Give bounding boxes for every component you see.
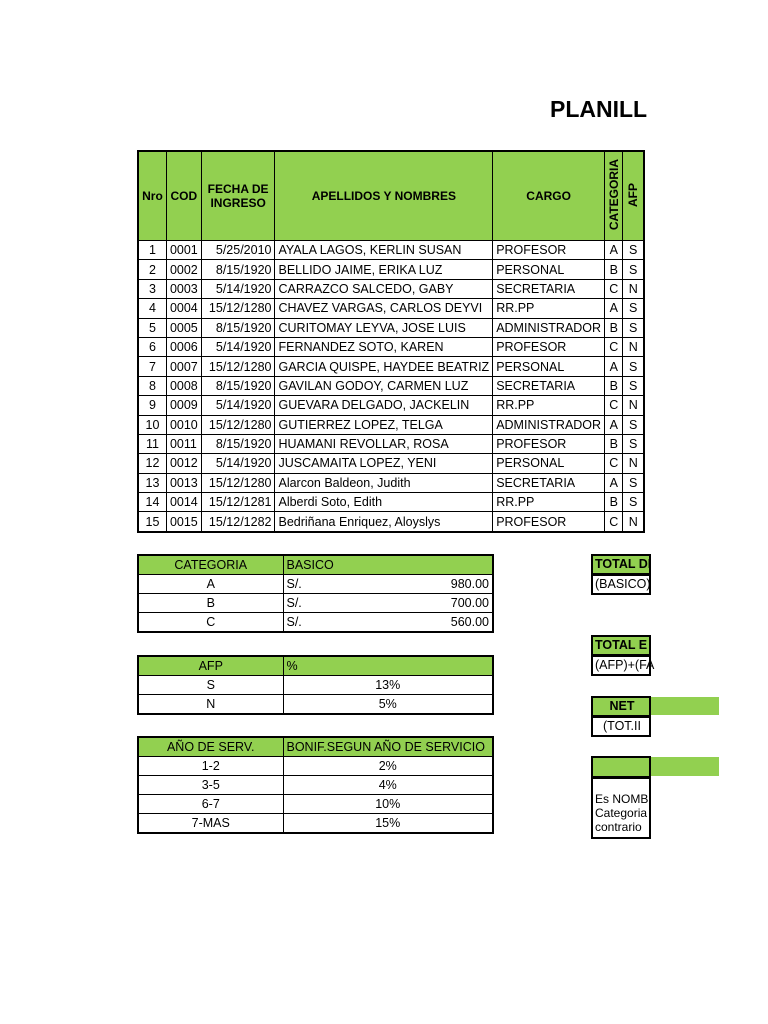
cell-cod: 0002 bbox=[166, 260, 201, 279]
cell-nro: 6 bbox=[138, 337, 166, 356]
cell-categoria: C bbox=[605, 454, 623, 473]
cell-bonif: 2% bbox=[283, 757, 493, 776]
cell-fecha: 8/15/1920 bbox=[201, 318, 275, 337]
cell-cargo: PERSONAL bbox=[493, 260, 605, 279]
cell-nro: 7 bbox=[138, 357, 166, 376]
note-box bbox=[591, 777, 651, 839]
cell-anio-serv: 7-MAS bbox=[138, 814, 283, 834]
cell-afp: S bbox=[623, 473, 644, 492]
header-fecha: FECHA DE INGRESO bbox=[201, 151, 275, 241]
cell-cod: 0001 bbox=[166, 241, 201, 260]
cell-bonif: 15% bbox=[283, 814, 493, 834]
total-e-formula: (AFP)+(FA bbox=[591, 655, 651, 676]
cell-nombre: AYALA LAGOS, KERLIN SUSAN bbox=[275, 241, 493, 260]
green-bar-net-ext bbox=[645, 697, 719, 715]
cell-fecha: 15/12/1281 bbox=[201, 493, 275, 512]
cell-categoria: B bbox=[605, 318, 623, 337]
table-row bbox=[138, 814, 493, 834]
cell-nro: 13 bbox=[138, 473, 166, 492]
cell-pct: 5% bbox=[283, 695, 493, 715]
cell-fecha: 5/14/1920 bbox=[201, 454, 275, 473]
cell-afp: S bbox=[138, 676, 283, 695]
cell-pct: 13% bbox=[283, 676, 493, 695]
cell-nombre: FERNANDEZ SOTO, KAREN bbox=[275, 337, 493, 356]
cell-cargo: PROFESOR bbox=[493, 337, 605, 356]
table-row bbox=[138, 318, 644, 337]
note-line-2: Categoria bbox=[595, 806, 648, 820]
cell-cargo: PROFESOR bbox=[493, 434, 605, 453]
table-row bbox=[138, 795, 493, 814]
table-row bbox=[138, 454, 644, 473]
basico-value: 980.00 bbox=[450, 577, 489, 591]
servicio-table bbox=[137, 736, 494, 834]
cell-categoria: A bbox=[605, 473, 623, 492]
cell-cod: 0012 bbox=[166, 454, 201, 473]
cell-nro: 1 bbox=[138, 241, 166, 260]
table-row bbox=[138, 575, 493, 594]
page-title: PLANILL bbox=[550, 96, 648, 122]
cell-fecha: 8/15/1920 bbox=[201, 260, 275, 279]
cell-categoria: C bbox=[605, 337, 623, 356]
cell-nombre: CHAVEZ VARGAS, CARLOS DEYVI bbox=[275, 299, 493, 318]
basico-header: BASICO bbox=[283, 555, 493, 575]
categoria-header: CATEGORIA bbox=[138, 555, 283, 575]
cell-nro: 9 bbox=[138, 396, 166, 415]
cell-nro: 8 bbox=[138, 376, 166, 395]
table-row bbox=[138, 776, 493, 795]
cell-cargo: RR.PP bbox=[493, 299, 605, 318]
total-e-header: TOTAL E bbox=[591, 635, 651, 656]
cell-categoria: B bbox=[605, 376, 623, 395]
cell-cargo: PROFESOR bbox=[493, 241, 605, 260]
table-row bbox=[138, 434, 644, 453]
cell-cod: 0011 bbox=[166, 434, 201, 453]
cell-nombre: Alberdi Soto, Edith bbox=[275, 493, 493, 512]
cell-cargo: RR.PP bbox=[493, 396, 605, 415]
cell-categoria: C bbox=[605, 396, 623, 415]
cell-cod: 0009 bbox=[166, 396, 201, 415]
table-row bbox=[138, 376, 644, 395]
table-row bbox=[138, 473, 644, 492]
cell-categoria: A bbox=[605, 415, 623, 434]
cell-nro: 11 bbox=[138, 434, 166, 453]
cell-cargo: SECRETARIA bbox=[493, 279, 605, 298]
cell-fecha: 15/12/1280 bbox=[201, 473, 275, 492]
cell-afp: N bbox=[623, 396, 644, 415]
cell-fecha: 15/12/1280 bbox=[201, 299, 275, 318]
cell-fecha: 5/14/1920 bbox=[201, 337, 275, 356]
cell-cod: 0008 bbox=[166, 376, 201, 395]
cell-afp: S bbox=[623, 415, 644, 434]
cell-categoria: A bbox=[138, 575, 283, 594]
table-row bbox=[138, 695, 493, 715]
table-row bbox=[138, 337, 644, 356]
cell-cod: 0007 bbox=[166, 357, 201, 376]
cell-nro: 14 bbox=[138, 493, 166, 512]
cell-fecha: 5/14/1920 bbox=[201, 396, 275, 415]
planilla-body bbox=[138, 241, 644, 532]
currency-symbol: S/. bbox=[286, 577, 302, 591]
cell-cargo: SECRETARIA bbox=[493, 376, 605, 395]
cell-fecha: 8/15/1920 bbox=[201, 434, 275, 453]
cell-nombre: CURITOMAY LEYVA, JOSE LUIS bbox=[275, 318, 493, 337]
cell-categoria: B bbox=[605, 493, 623, 512]
net-formula: (TOT.II bbox=[591, 716, 651, 737]
table-row bbox=[138, 299, 644, 318]
planilla-table bbox=[137, 150, 645, 533]
cell-basico bbox=[283, 594, 493, 613]
cell-nombre: CARRAZCO SALCEDO, GABY bbox=[275, 279, 493, 298]
cell-cod: 0013 bbox=[166, 473, 201, 492]
cell-categoria: C bbox=[605, 279, 623, 298]
cell-cargo: PROFESOR bbox=[493, 512, 605, 532]
cell-nombre: Alarcon Baldeon, Judith bbox=[275, 473, 493, 492]
cell-afp: S bbox=[623, 376, 644, 395]
basico-value: 700.00 bbox=[450, 596, 489, 610]
cell-fecha: 15/12/1282 bbox=[201, 512, 275, 532]
cell-anio-serv: 6-7 bbox=[138, 795, 283, 814]
cell-cargo: ADMINISTRADOR bbox=[493, 415, 605, 434]
cell-afp: S bbox=[623, 260, 644, 279]
cell-afp: N bbox=[623, 279, 644, 298]
cell-afp: S bbox=[623, 357, 644, 376]
categoria-table bbox=[137, 554, 494, 633]
header-categoria: CATEGORIA bbox=[605, 151, 623, 241]
cell-nombre: Bedriñana Enriquez, Aloyslys bbox=[275, 512, 493, 532]
cell-basico bbox=[283, 575, 493, 594]
cell-nombre: GUEVARA DELGADO, JACKELIN bbox=[275, 396, 493, 415]
header-apellidos-nombres: APELLIDOS Y NOMBRES bbox=[275, 151, 493, 241]
table-row bbox=[138, 241, 644, 260]
currency-symbol: S/. bbox=[286, 596, 302, 610]
table-row bbox=[138, 415, 644, 434]
cell-cod: 0015 bbox=[166, 512, 201, 532]
currency-symbol: S/. bbox=[286, 615, 302, 629]
cell-categoria: C bbox=[605, 512, 623, 532]
cell-nro: 15 bbox=[138, 512, 166, 532]
header-afp: AFP bbox=[623, 151, 644, 241]
afp-table bbox=[137, 655, 494, 715]
cell-categoria: A bbox=[605, 241, 623, 260]
green-bar-note-ext bbox=[645, 757, 719, 776]
cell-cod: 0004 bbox=[166, 299, 201, 318]
cell-cargo: ADMINISTRADOR bbox=[493, 318, 605, 337]
table-row bbox=[138, 613, 493, 633]
cell-categoria: B bbox=[138, 594, 283, 613]
cell-cod: 0006 bbox=[166, 337, 201, 356]
cell-nro: 2 bbox=[138, 260, 166, 279]
cell-afp: S bbox=[623, 299, 644, 318]
cell-nombre: GAVILAN GODOY, CARMEN LUZ bbox=[275, 376, 493, 395]
basico-value: 560.00 bbox=[450, 615, 489, 629]
cell-anio-serv: 3-5 bbox=[138, 776, 283, 795]
planilla-header-row bbox=[138, 151, 644, 241]
cell-fecha: 5/14/1920 bbox=[201, 279, 275, 298]
cell-nombre: GARCIA QUISPE, HAYDEE BEATRIZ bbox=[275, 357, 493, 376]
cell-cargo: PERSONAL bbox=[493, 454, 605, 473]
header-cargo: CARGO bbox=[493, 151, 605, 241]
cell-afp: N bbox=[623, 337, 644, 356]
cell-categoria: C bbox=[138, 613, 283, 633]
cell-nro: 12 bbox=[138, 454, 166, 473]
cell-fecha: 8/15/1920 bbox=[201, 376, 275, 395]
cell-nombre: BELLIDO JAIME, ERIKA LUZ bbox=[275, 260, 493, 279]
cell-fecha: 15/12/1280 bbox=[201, 357, 275, 376]
table-row bbox=[138, 357, 644, 376]
cell-afp: N bbox=[138, 695, 283, 715]
cell-afp: S bbox=[623, 493, 644, 512]
cell-cod: 0010 bbox=[166, 415, 201, 434]
cell-cargo: SECRETARIA bbox=[493, 473, 605, 492]
table-row bbox=[138, 594, 493, 613]
cell-nombre: JUSCAMAITA LOPEZ, YENI bbox=[275, 454, 493, 473]
afp-header: AFP bbox=[138, 656, 283, 676]
cell-cod: 0005 bbox=[166, 318, 201, 337]
cell-nombre: HUAMANI REVOLLAR, ROSA bbox=[275, 434, 493, 453]
table-row bbox=[138, 676, 493, 695]
cell-nombre: GUTIERREZ LOPEZ, TELGA bbox=[275, 415, 493, 434]
cell-categoria: B bbox=[605, 434, 623, 453]
cell-bonif: 10% bbox=[283, 795, 493, 814]
cell-basico bbox=[283, 613, 493, 633]
table-row bbox=[138, 757, 493, 776]
cell-afp: N bbox=[623, 454, 644, 473]
cell-afp: S bbox=[623, 241, 644, 260]
cell-afp: S bbox=[623, 318, 644, 337]
cell-categoria: A bbox=[605, 357, 623, 376]
note-header bbox=[591, 756, 651, 778]
cell-cod: 0014 bbox=[166, 493, 201, 512]
table-row bbox=[138, 512, 644, 532]
table-row bbox=[138, 279, 644, 298]
table-row bbox=[138, 396, 644, 415]
cell-nro: 10 bbox=[138, 415, 166, 434]
total-di-formula: (BASICO) bbox=[591, 574, 651, 595]
note-line-3: contrario bbox=[595, 820, 642, 834]
cell-cargo: PERSONAL bbox=[493, 357, 605, 376]
cell-afp: N bbox=[623, 512, 644, 532]
table-row bbox=[138, 260, 644, 279]
cell-cod: 0003 bbox=[166, 279, 201, 298]
pct-header: % bbox=[283, 656, 493, 676]
cell-bonif: 4% bbox=[283, 776, 493, 795]
cell-cargo: RR.PP bbox=[493, 493, 605, 512]
header-nro: Nro bbox=[138, 151, 166, 241]
cell-nro: 4 bbox=[138, 299, 166, 318]
total-di-header: TOTAL DI bbox=[591, 554, 651, 575]
note-line-1: Es NOMB bbox=[595, 792, 649, 806]
cell-fecha: 5/25/2010 bbox=[201, 241, 275, 260]
bonif-header: BONIF.SEGUN AÑO DE SERVICIO bbox=[283, 737, 493, 757]
cell-nro: 3 bbox=[138, 279, 166, 298]
cell-nro: 5 bbox=[138, 318, 166, 337]
cell-categoria: B bbox=[605, 260, 623, 279]
net-header: NET bbox=[591, 696, 651, 717]
table-row bbox=[138, 493, 644, 512]
cell-categoria: A bbox=[605, 299, 623, 318]
anio-serv-header: AÑO DE SERV. bbox=[138, 737, 283, 757]
cell-fecha: 15/12/1280 bbox=[201, 415, 275, 434]
header-cod: COD bbox=[166, 151, 201, 241]
cell-afp: S bbox=[623, 434, 644, 453]
cell-anio-serv: 1-2 bbox=[138, 757, 283, 776]
